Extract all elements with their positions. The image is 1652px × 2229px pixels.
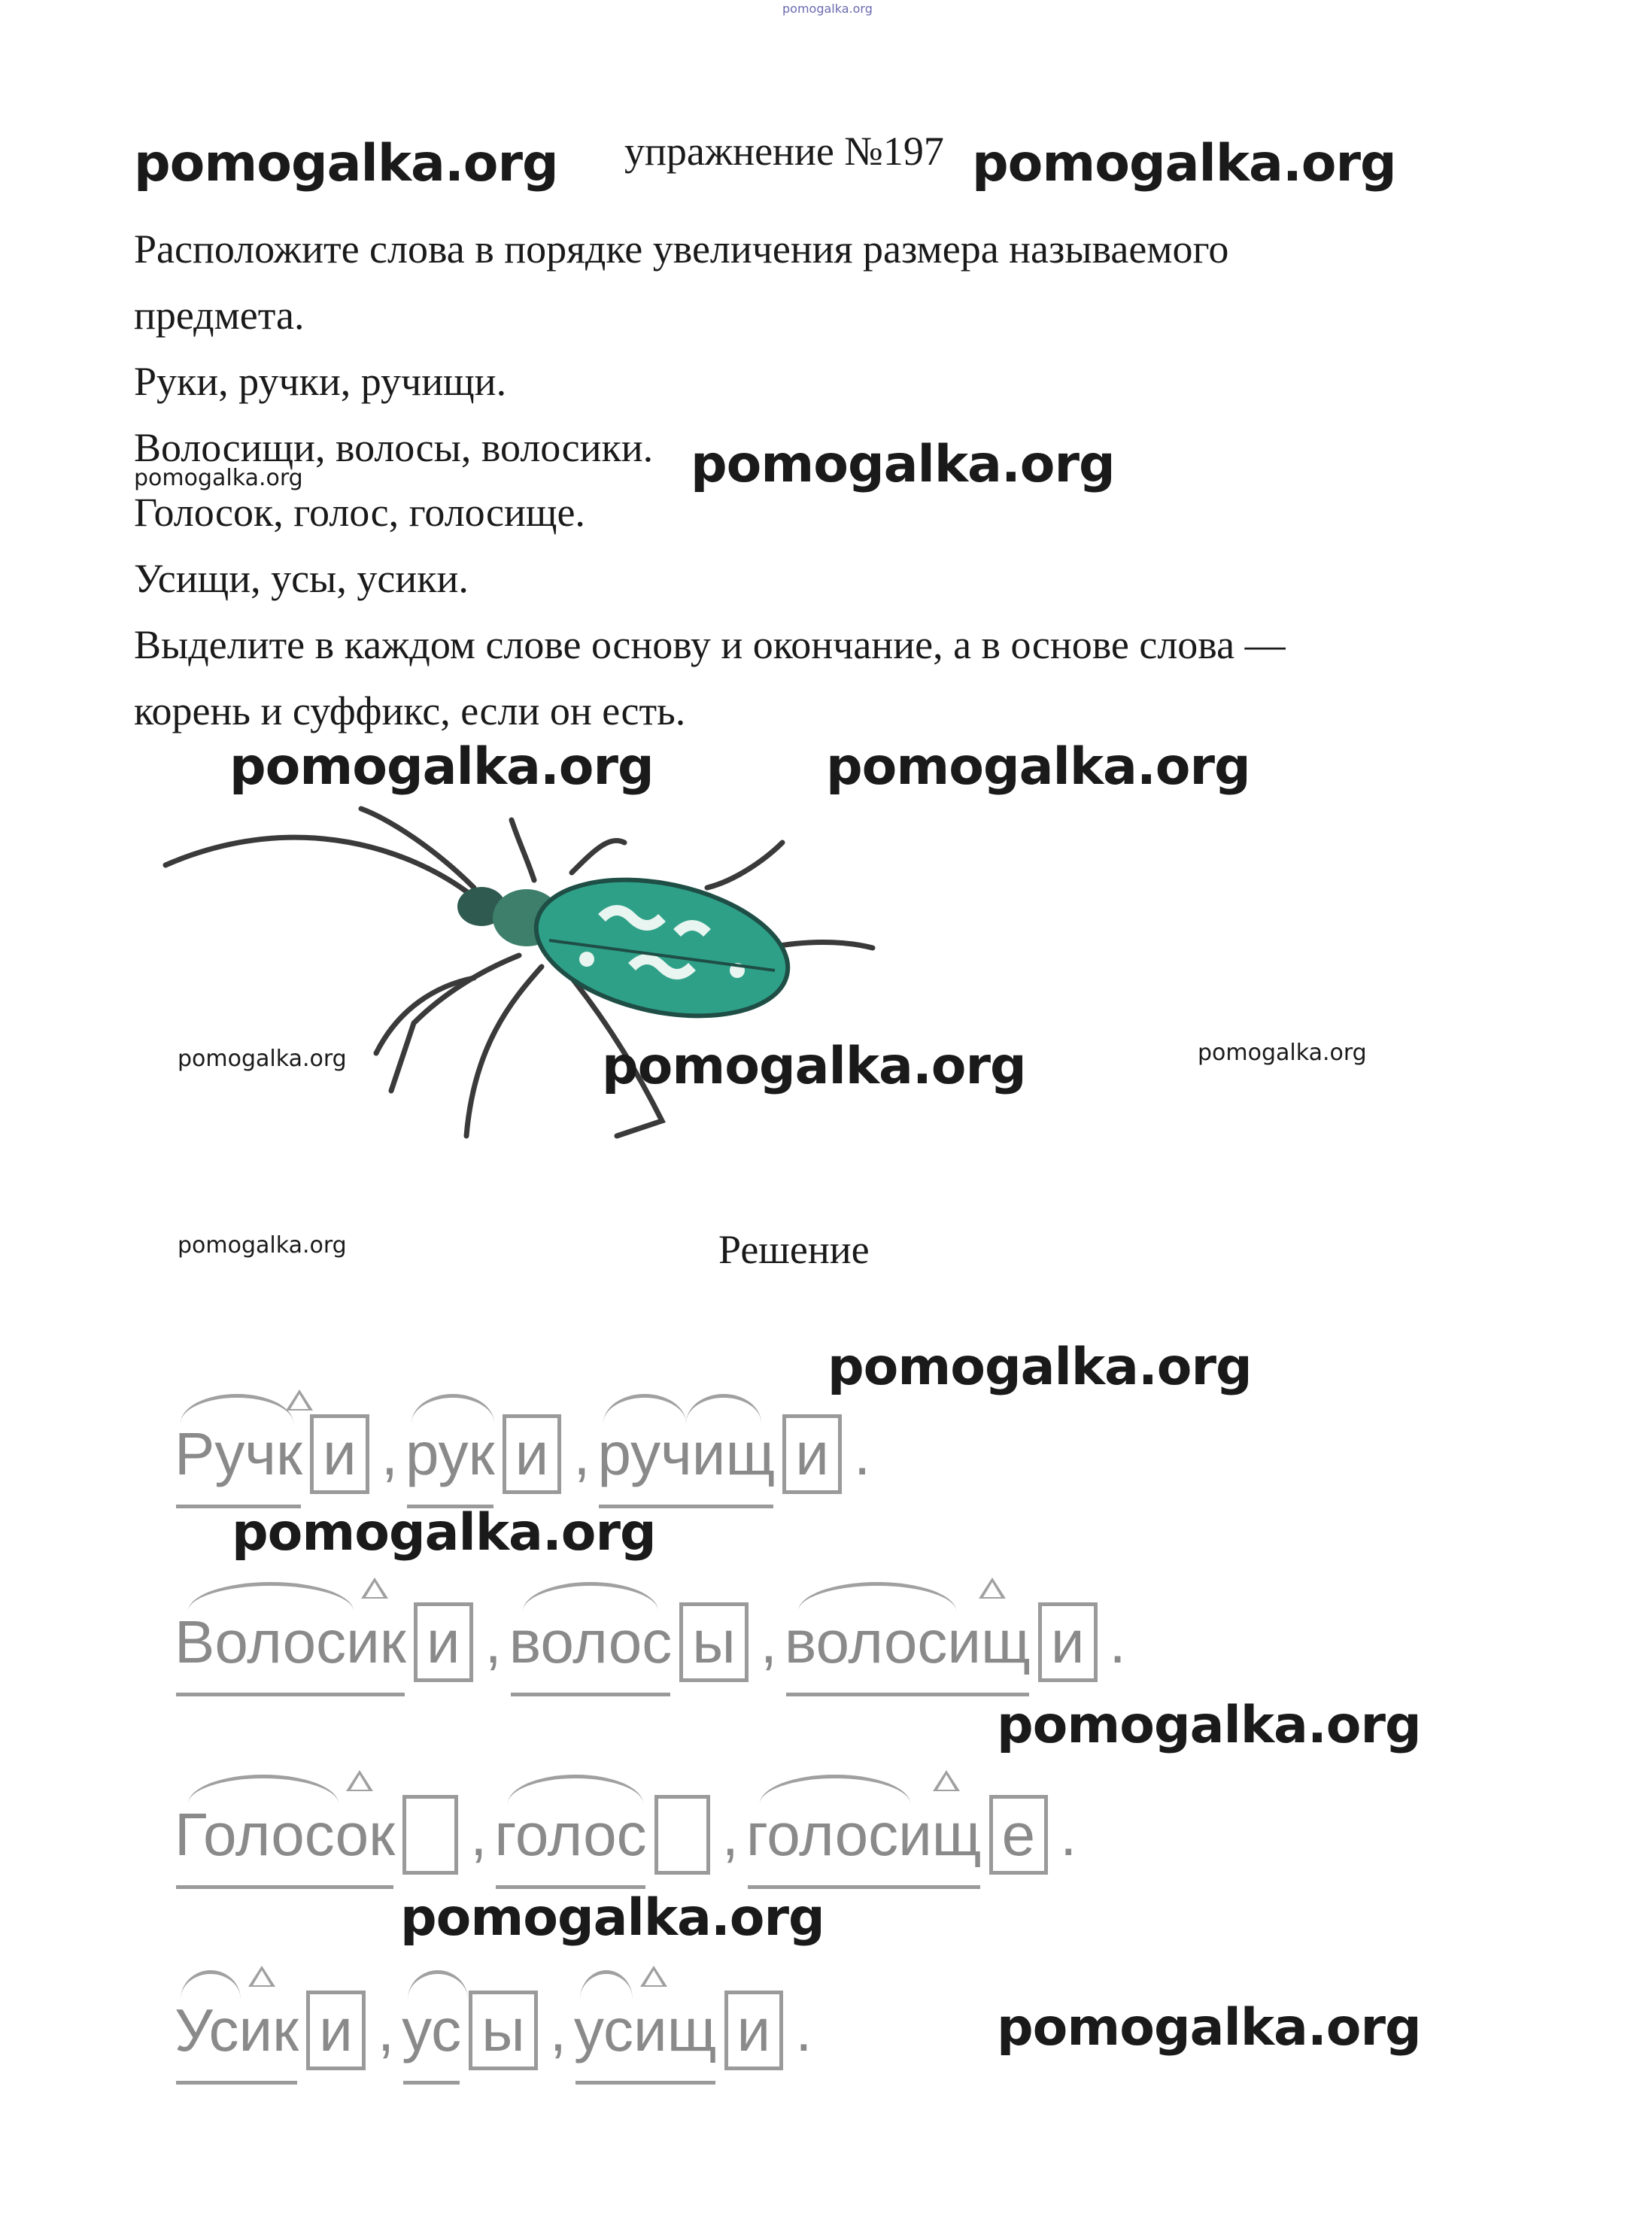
task-line: Руки, ручки, ручищи. [134, 359, 507, 404]
word-stem: ручищ [596, 1420, 776, 1489]
word-stem: Усик [173, 1996, 300, 2065]
solution-row [173, 1795, 1083, 1875]
word-ending: и [306, 1991, 366, 2070]
punctuation: . [853, 1420, 871, 1487]
word-ending [654, 1795, 710, 1875]
top-watermark: pomogalka.org [782, 2, 873, 16]
word-ending: и [414, 1602, 473, 1682]
punctuation: , [721, 1801, 739, 1868]
word-stem: ус [400, 1996, 463, 2065]
word-ending: и [503, 1414, 562, 1494]
word-stem: голосищ [745, 1800, 983, 1869]
watermark: pomogalka.org [997, 1998, 1421, 2057]
word-stem: голос [493, 1800, 648, 1869]
exercise-title: упражнение №197 [624, 129, 944, 174]
punctuation: , [549, 1997, 566, 2063]
punctuation: . [1060, 1801, 1077, 1868]
word-ending [402, 1795, 458, 1875]
task-line: корень и суффикс, если он есть. [134, 688, 686, 733]
solution-row [173, 1414, 876, 1494]
task-line: предмета. [134, 293, 305, 338]
watermark: pomogalka.org [828, 1338, 1252, 1397]
punctuation: . [795, 1997, 812, 2063]
word-ending: и [782, 1414, 842, 1494]
word-ending: ы [469, 1991, 538, 2070]
task-line: Усищи, усы, усики. [134, 556, 469, 601]
punctuation: , [381, 1420, 398, 1487]
watermark: pomogalka.org [229, 737, 654, 797]
watermark: pomogalka.org [400, 1888, 824, 1948]
word-ending: и [724, 1991, 784, 2070]
punctuation: . [1109, 1608, 1126, 1675]
word-ending: и [310, 1414, 369, 1494]
punctuation: , [377, 1997, 395, 2063]
word-stem: усищ [572, 1996, 718, 2065]
word-ending: ы [679, 1602, 749, 1682]
word-stem: рук [404, 1420, 497, 1489]
word-ending: и [1038, 1602, 1098, 1682]
word-stem: волосищ [783, 1608, 1032, 1677]
word-ending: е [989, 1795, 1049, 1875]
task-line: Расположите слова в порядке увеличения размера называемого [134, 226, 1229, 272]
watermark: pomogalka.org [972, 134, 1396, 193]
watermark: pomogalka.org [997, 1696, 1421, 1755]
punctuation: , [484, 1608, 502, 1675]
watermark: pomogalka.org [134, 134, 558, 193]
word-stem: Волосик [173, 1608, 408, 1677]
watermark: pomogalka.org [691, 435, 1115, 494]
watermark: pomogalka.org [178, 1232, 347, 1259]
word-stem: волос [508, 1608, 673, 1677]
watermark: pomogalka.org [232, 1503, 656, 1562]
punctuation: , [760, 1608, 777, 1675]
watermark: pomogalka.org [1198, 1040, 1367, 1066]
task-line: Выделите в каждом слове основу и окончание, а в основе слова — [134, 622, 1286, 667]
solution-heading: Решение [718, 1227, 870, 1272]
word-stem: Голосок [173, 1800, 396, 1869]
task-line: Волосищи, волосы, волосики. [134, 425, 654, 470]
watermark: pomogalka.org [134, 465, 303, 491]
punctuation: , [470, 1801, 487, 1868]
word-stem: Ручк [173, 1420, 304, 1489]
task-line: Голосок, голос, голосище. [134, 490, 585, 535]
watermark: pomogalka.org [602, 1037, 1026, 1096]
punctuation: , [573, 1420, 591, 1487]
watermark: pomogalka.org [178, 1046, 347, 1072]
watermark: pomogalka.org [826, 737, 1250, 797]
solution-row [173, 1602, 1132, 1682]
solution-row [173, 1991, 818, 2070]
